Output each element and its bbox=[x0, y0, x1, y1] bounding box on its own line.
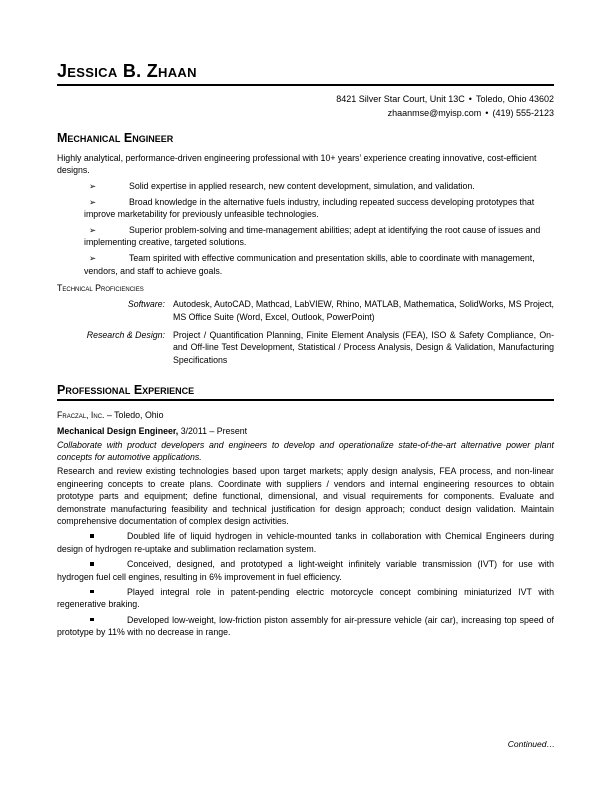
tech-label: Software: bbox=[127, 299, 165, 310]
experience-rule bbox=[57, 399, 554, 401]
tech-proficiencies-heading: Technical Proficiencies bbox=[57, 283, 144, 294]
arrow-bullet-icon: ➢ bbox=[89, 225, 97, 236]
list-item: ➢ Team spirited with effective communication and presentation skills, able to coordinate with management, vendors, and staff to achieve goals. bbox=[84, 253, 535, 276]
list-item: Developed low-weight, low-friction piston assembly for air-pressure vehicle (air car), increasing top speed of prototype by 11% with no decrease in range. bbox=[57, 614, 554, 638]
employer-location: – Toledo, Ohio bbox=[106, 409, 164, 420]
summary-bullets bbox=[57, 180, 554, 277]
list-item: ➢ Superior problem-solving and time-management abilities; adept at identifying the root cause of issues and implementing creative, targeted solutions. bbox=[84, 225, 541, 248]
list-item: ➢ Broad knowledge in the alternative fuels industry, including repeated success developing prototypes that improve marketability for previously unfeasible technologies. bbox=[84, 196, 535, 220]
contact-block bbox=[57, 92, 554, 120]
list-item: Played integral role in patent-pending electric motorcycle concept combining miniaturized IVT with regenerative braking. bbox=[57, 586, 554, 610]
square-bullet-icon bbox=[90, 562, 94, 566]
street-address: 8421 Silver Star Court, Unit 13C bbox=[336, 94, 465, 104]
tech-value: Project / Quantification Planning, Finite Element Analysis (FEA), ISO & Safety Compliance, On- and Off-line Test Development, Statistical / Process Analysis, Design & Validation, Manufacturing Specifications bbox=[173, 329, 554, 365]
job-title-line bbox=[57, 425, 554, 437]
list-item: ➢ Solid expertise in applied research, new content development, simulation, and validation. bbox=[89, 180, 475, 191]
summary-intro: Highly analytical, performance-driven engineering professional with 10+ years’ experience creating innovative, cost-efficient designs. bbox=[57, 153, 537, 176]
arrow-bullet-icon: ➢ bbox=[89, 253, 97, 264]
achievement-bullets bbox=[57, 530, 554, 638]
square-bullet-icon bbox=[90, 618, 94, 622]
header-rule bbox=[57, 84, 554, 86]
square-bullet-icon bbox=[90, 534, 94, 538]
list-item: Doubled life of liquid hydrogen in vehicle-mounted tanks in collaboration with Chemical Engineers during design of hydrogen re-uptake and sublimation reclamation system. bbox=[57, 531, 554, 554]
employer-name: Fraczal, Inc. bbox=[57, 409, 105, 420]
phone-number: (419) 555-2123 bbox=[492, 108, 554, 118]
email-phone-line bbox=[57, 106, 554, 120]
arrow-bullet-icon: ➢ bbox=[89, 196, 97, 207]
continued-note: Continued… bbox=[507, 739, 555, 749]
arrow-bullet-icon: ➢ bbox=[89, 180, 97, 191]
square-bullet-icon bbox=[90, 590, 94, 594]
resume-page bbox=[57, 60, 554, 642]
separator-dot: • bbox=[468, 94, 472, 104]
city-state-zip: Toledo, Ohio 43602 bbox=[475, 94, 554, 104]
email-address: zhaanmse@myisp.com bbox=[387, 108, 482, 118]
experience-title: Professional Experience bbox=[57, 383, 195, 398]
candidate-name: Jessica B. Zhaan bbox=[57, 61, 197, 81]
job-dates: 3/2011 – Present bbox=[180, 426, 248, 437]
tech-proficiencies-table bbox=[57, 298, 554, 372]
employer-line bbox=[57, 409, 554, 421]
tech-value: Autodesk, AutoCAD, Mathcad, LabVIEW, Rhino, MATLAB, Mathematica, SolidWorks, MS Project, MS Office Suite (Word, Excel, Outlook, PowerPoint) bbox=[173, 299, 554, 322]
job-title: Mechanical Design Engineer, bbox=[57, 426, 179, 437]
list-item: Conceived, designed, and prototyped a light-weight infinitely variable transmission (IVT) for use with hydrogen fuel cell engines, resulting in 6% improvement in fuel efficiency. bbox=[57, 559, 554, 582]
table-row bbox=[57, 298, 554, 329]
table-row bbox=[57, 329, 554, 372]
separator-dot: • bbox=[485, 108, 489, 118]
address-line bbox=[57, 92, 554, 106]
job-responsibilities: Research and review existing technologies based upon target markets; apply design analysis, FEA process, and non-linear engineering concepts to create plans. Coordinate with suppliers / vendors and internal engineering resources to obtain prototype parts and equipment; define functional, dimensional, and visual requirements for components. Evaluate and demonstrate manufacturing feasibility and technical justification for design approach; conduct design validation. Maintain comprehensive documentation of complex design activities. bbox=[57, 466, 554, 526]
tech-label: Research & Design: bbox=[86, 329, 165, 340]
summary-title: Mechanical Engineer bbox=[57, 131, 174, 145]
job-description: Collaborate with product developers and engineers to develop and operationalize state-of-the-art alternative power plant concepts for automotive applications. bbox=[57, 439, 554, 462]
